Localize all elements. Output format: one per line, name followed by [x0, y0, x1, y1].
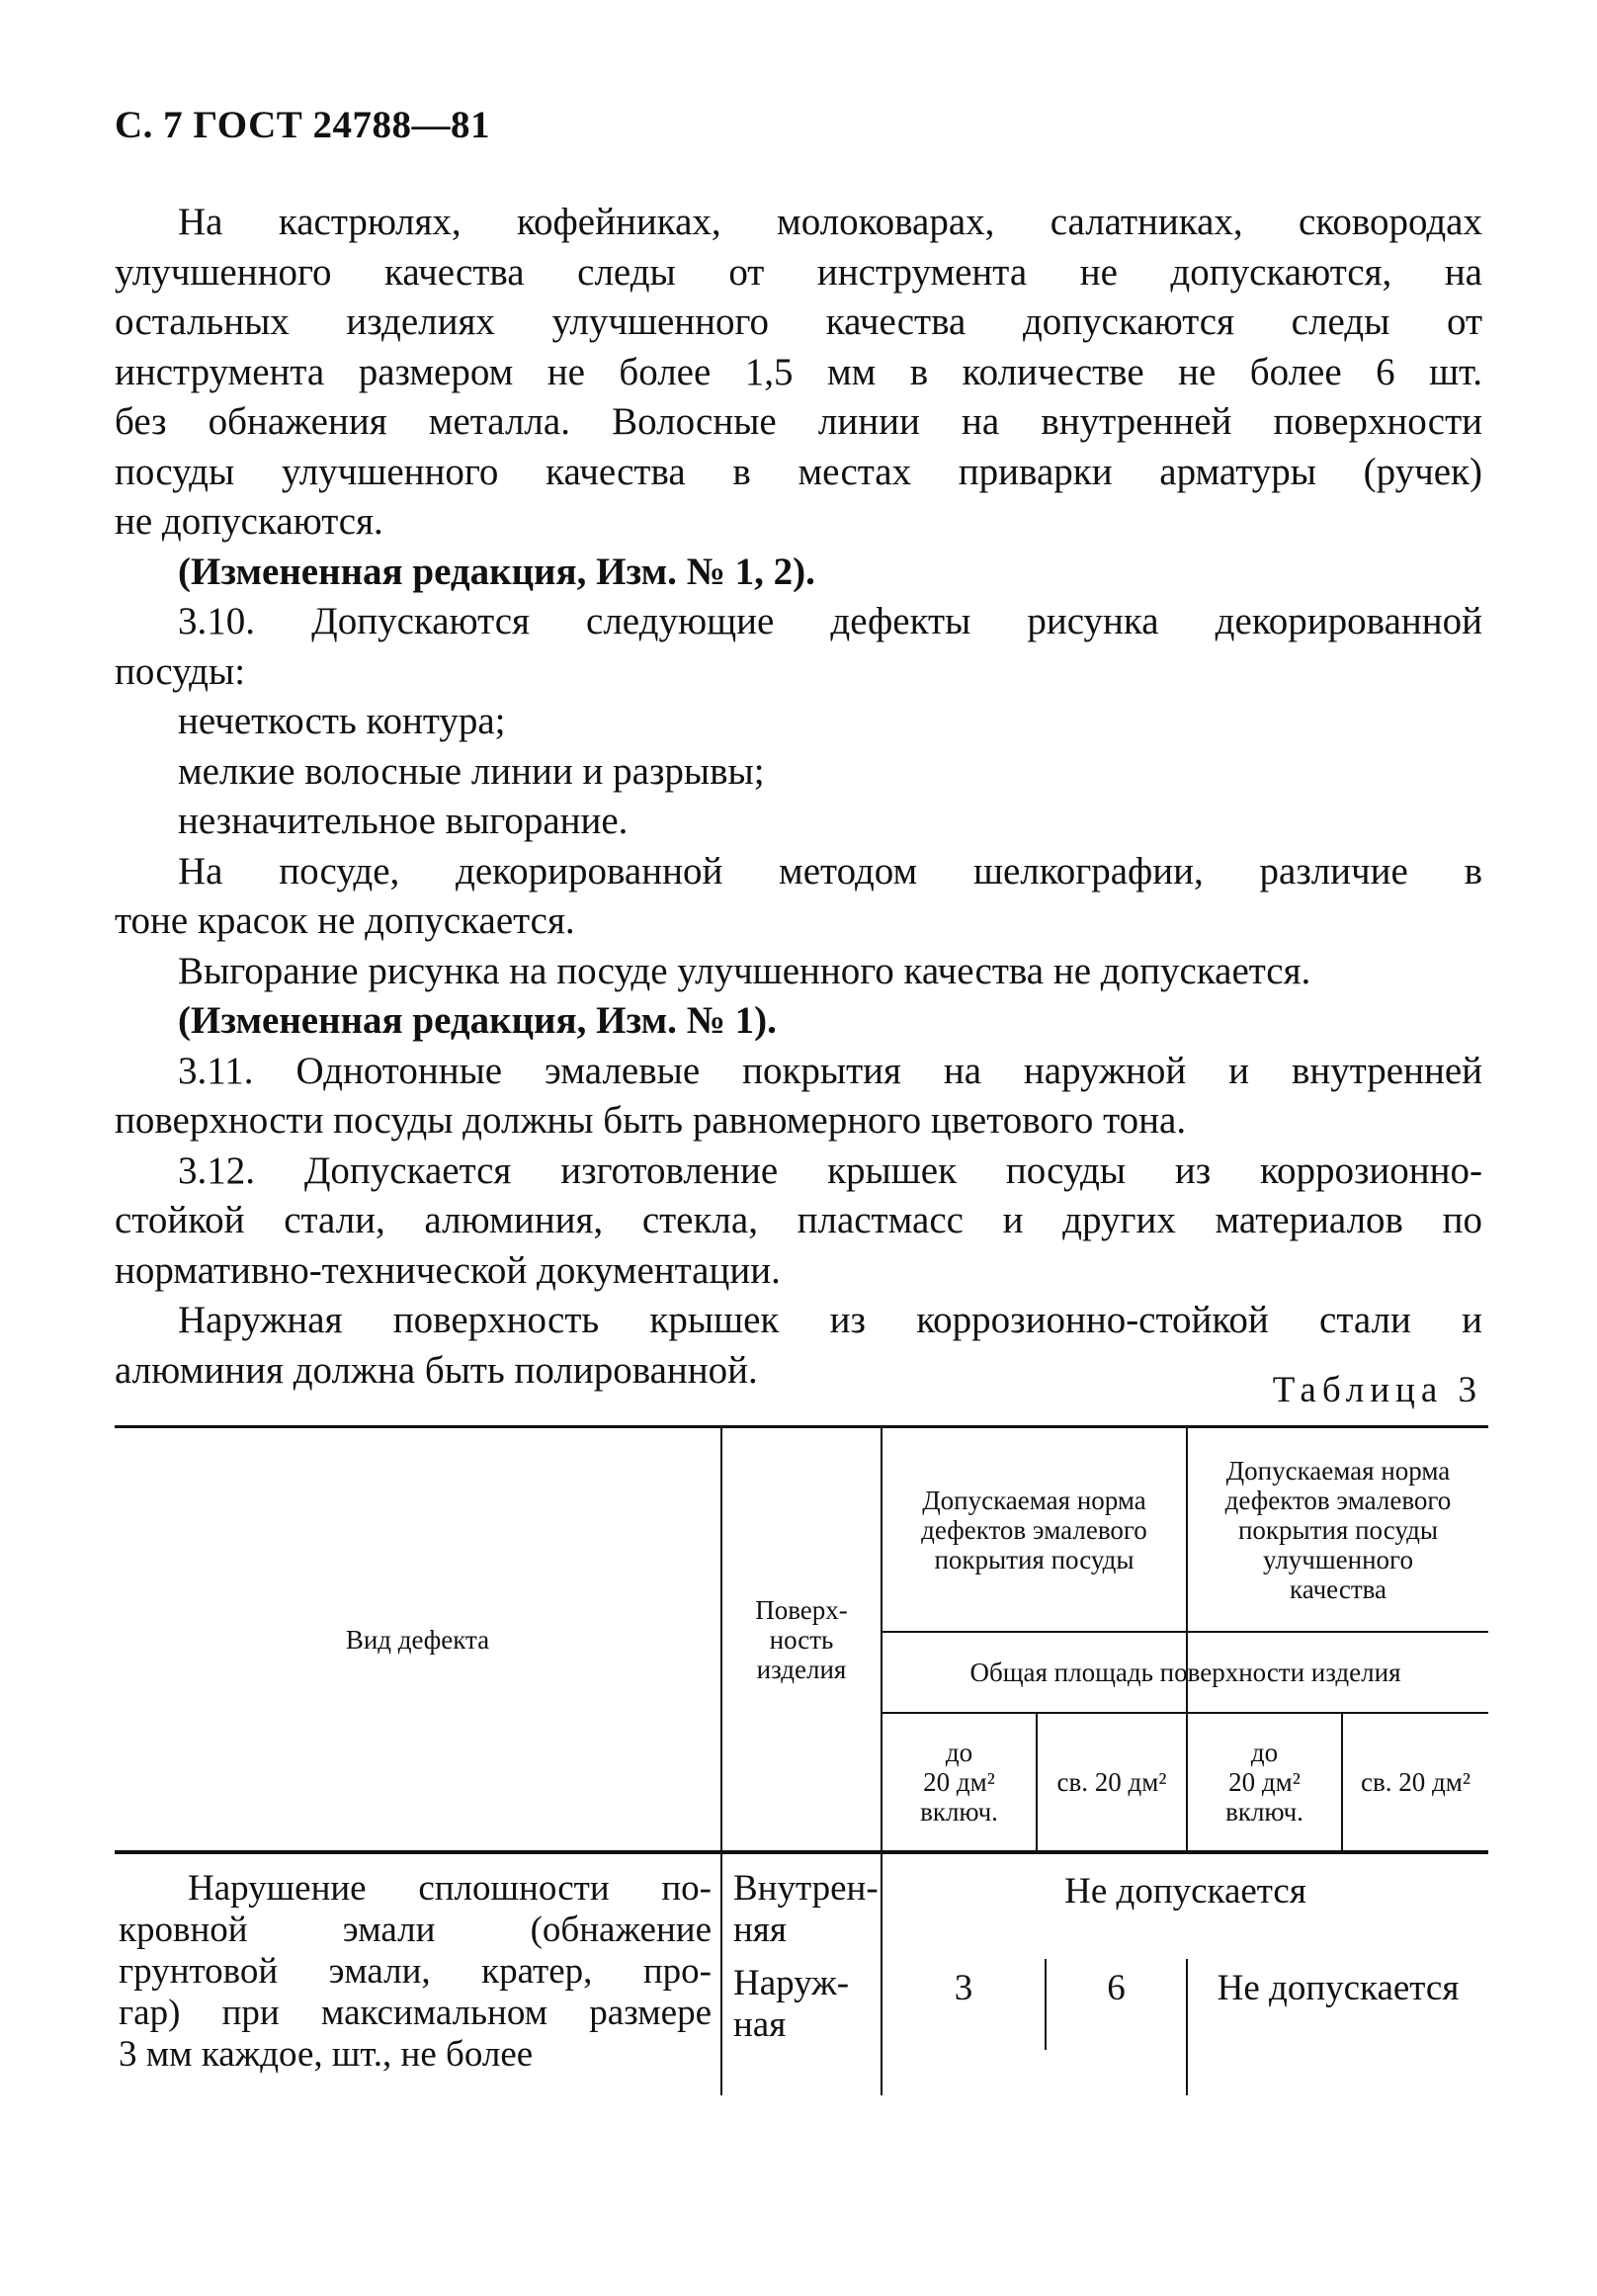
col-area-upto-20: до 20 дм² включ.: [920, 1738, 998, 1827]
amendment-note: (Измененная редакция, Изм. № 1).: [178, 999, 777, 1042]
text-line: посуды улучшенного качества в местах приварки арматуры (ручек): [115, 450, 1482, 493]
text-line: не допускаются.: [115, 500, 383, 543]
column-divider: [720, 1854, 722, 2095]
inner-not-allowed: Не допускается: [1064, 1870, 1306, 1912]
section-3-12: 3.12. Допускается изготовление крышек посуды из коррозионно-: [178, 1148, 1482, 1192]
list-item: незначительное выгорание.: [178, 800, 629, 842]
text-line: нормативно-технической документации.: [115, 1248, 781, 1292]
section-3-10: 3.10. Допускаются следующие дефекты рисунка декорированной: [178, 600, 1482, 642]
surface-outer: Наруж- ная: [733, 1963, 850, 2045]
body-text: [115, 198, 1482, 1396]
text-line: Нарушение сплошности по-: [188, 1868, 712, 1909]
list-item: мелкие волосные линии и разрывы;: [178, 749, 765, 793]
text-line: кровной эмали (обнажение: [119, 1910, 712, 1950]
text-line: поверхности посуды должны быть равномерного цветового тона.: [115, 1099, 1187, 1142]
text-line: остальных изделиях улучшенного качества допускаются следы от: [115, 300, 1482, 343]
text-line: Выгорание рисунка на посуде улучшенного качества не допускается.: [178, 949, 1311, 992]
page-header: С. 7 ГОСТ 24788—81: [115, 104, 490, 146]
text-line: без обнажения металла. Волосные линии на внутренней поверхности: [115, 400, 1482, 443]
col-allowed-norm: Допускаемая норма дефектов эмалевого покрытия посуды: [921, 1485, 1147, 1574]
amendment-note: (Измененная редакция, Изм. № 1, 2).: [178, 550, 815, 593]
section-3-11: 3.11. Однотонные эмалевые покрытия на наружной и внутренней: [178, 1049, 1482, 1092]
text-line: улучшенного качества следы от инструмента не допускаются, на: [115, 250, 1482, 294]
outer-norm-over-20: 6: [1107, 1967, 1126, 2008]
col-defect-type: Вид дефекта: [345, 1624, 490, 1655]
text-line: грунтовой эмали, кратер, про-: [119, 1951, 712, 1992]
defect-description: [119, 1868, 712, 2076]
outer-norm-upto-20: 3: [954, 1967, 973, 2008]
text-line: На посуде, декорированной методом шелкографии, различие в: [178, 849, 1482, 893]
col-surface: Поверх- ность изделия: [755, 1594, 848, 1684]
text-line: гар) при максимальном размере: [119, 1993, 712, 2033]
col-area-over-20: св. 20 дм²: [1056, 1767, 1167, 1797]
text-line: На кастрюлях, кофейниках, молоковарах, салатниках, сковородах: [178, 201, 1482, 243]
text-line: 3 мм каждое, шт., не более: [119, 2034, 534, 2075]
text-line: алюминия должна быть полированной.: [115, 1348, 758, 1392]
outer-improved-not-allowed: Не допускается: [1217, 1967, 1460, 2008]
text-line: Наружная поверхность крышек из коррозионно-стойкой стали и: [178, 1299, 1482, 1341]
text-line: тоне красок не допускается.: [115, 899, 575, 942]
header-bottom-rule: [115, 1850, 1488, 1854]
col-total-area: Общая площадь поверхности изделия: [969, 1658, 1401, 1687]
text-line: стойкой стали, алюминия, стекла, пластмасс и других материалов по: [115, 1199, 1482, 1241]
surface-inner: Внутрен- няя: [733, 1868, 879, 1950]
table-caption: Таблица 3: [1272, 1370, 1482, 1410]
text-line: инструмента размером не более 1,5 мм в количестве не более 6 шт.: [115, 350, 1482, 393]
col-area-upto-20-improved: до 20 дм² включ.: [1225, 1738, 1303, 1827]
text-line: посуды:: [115, 649, 246, 693]
col-area-over-20-improved: св. 20 дм²: [1361, 1767, 1471, 1797]
col-allowed-norm-improved: Допускаемая норма дефектов эмалевого покрытия посуды улучшенного качества: [1224, 1455, 1452, 1604]
list-item: нечеткость контура;: [178, 700, 506, 742]
